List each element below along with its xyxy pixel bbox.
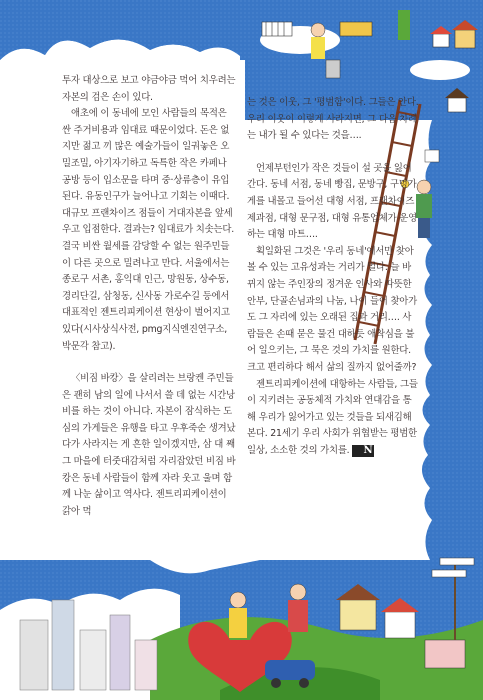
bottom-scene	[0, 558, 483, 700]
paragraph-right-4	[247, 377, 419, 460]
article-column-left	[62, 73, 238, 520]
paragraph-right-1: 는 것은 이웃, 그 '평범함'이다. 그들은 안다. 우리 이웃이 이렇게 사라지면, 그 다음 차례는 내가 될 수 있다는 것을….	[247, 97, 419, 142]
paragraph-left-2: 애초에 이 동네에 모인 사람들의 목적은 싼 주거비용과 임대료 때문이었다. 돈은 없지만 젊고 끼 많은 예술가들이 일궈놓은 오밀조밀, 아기자기하고 독특한 작은 카페나 공방 등이 입소문을 타며 중·상류층이 유입된다. 유동인구가 늘어나고 기회는 이때다. 대규모 프랜차이즈 점들이 거대자본을 앞세우고 입점한다. 결과는? 임대료가 치솟는다. 결국 비싼 월세를 감당할 수 없는 원주민들이 다른 곳으로 밀려나고 만다. 서울에서는 종로구 서촌, 홍익대 인근, 망원동, 상수동, 경리단길, 삼청동, 신사동 가로수길 등에서 대표적인 젠트리피케이션 현상이 벌어지고 있다(시사상식사전, pmg지식엔진연구소, 박문각 참고).	[62, 108, 235, 352]
paragraph-left-3: 〈비짐 바캉〉을 살리려는 브랑켄 주민들은 괜히 남의 일에 나서서 쓸 데 없는 시간낭비를 하는 것이 아니다. 자본이 잠식하는 도심의 가게들은 유행을 타고 우후죽순 생겨났다가 사라지는 게 흔한 일이겠지만, 삼 대 째 그 마을에 터줏대감처럼 자리잡았던 비짐 바캉은 동네 사람들이 함께 자라 웃고 울며 함께 나눈 삶이고 역사다. 젠트리피케이션이 갉아 먹	[62, 373, 236, 517]
article-column-right	[247, 95, 419, 459]
paragraph-right-2: 언제부턴인가 작은 것들이 설 곳을 잃어간다. 동네 서점, 동네 빵집, 문방구, 구멍가게를 내몰고 들어선 대형 서점, 프랜차이즈 제과점, 대형 문구점, 대형 유통업체가 운영하는 대형 마트….	[247, 162, 418, 241]
paragraph-right-3: 획일화된 그것은 '우리 동네'에서만 찾아볼 수 있는 고유성과는 거리가 멀다. 늘 바뀌지 않는 주인장의 정겨운 인사와 따뜻한 안부, 단골손님과의 나눔, 나이 들어 찾아가도 그 자리에 있는 오래된 집과 거리…. 사람들은 손때 묻은 물건 대하듯 애착심을 불어 일으키는, 그 묵은 것의 가치를 원한다. 크고 편리하다 해서 삶의 질까지 없어줄까?	[247, 245, 418, 373]
paragraph-right-4-text: 젠트리피케이션에 대항하는 사람들, 그들이 지키려는 공동체적 가치와 연대감을 통해 우리가 잃어가고 있는 것들을 되새김해 본다. 21세기 우리 사회가 위협받는 평범한 일상, 소소한 것의 가치를.	[247, 378, 418, 456]
end-mark-icon: N	[352, 445, 374, 457]
paragraph-left-1: 투자 대상으로 보고 야금야금 먹어 치우려는 자본의 검은 손이 있다.	[62, 75, 236, 103]
